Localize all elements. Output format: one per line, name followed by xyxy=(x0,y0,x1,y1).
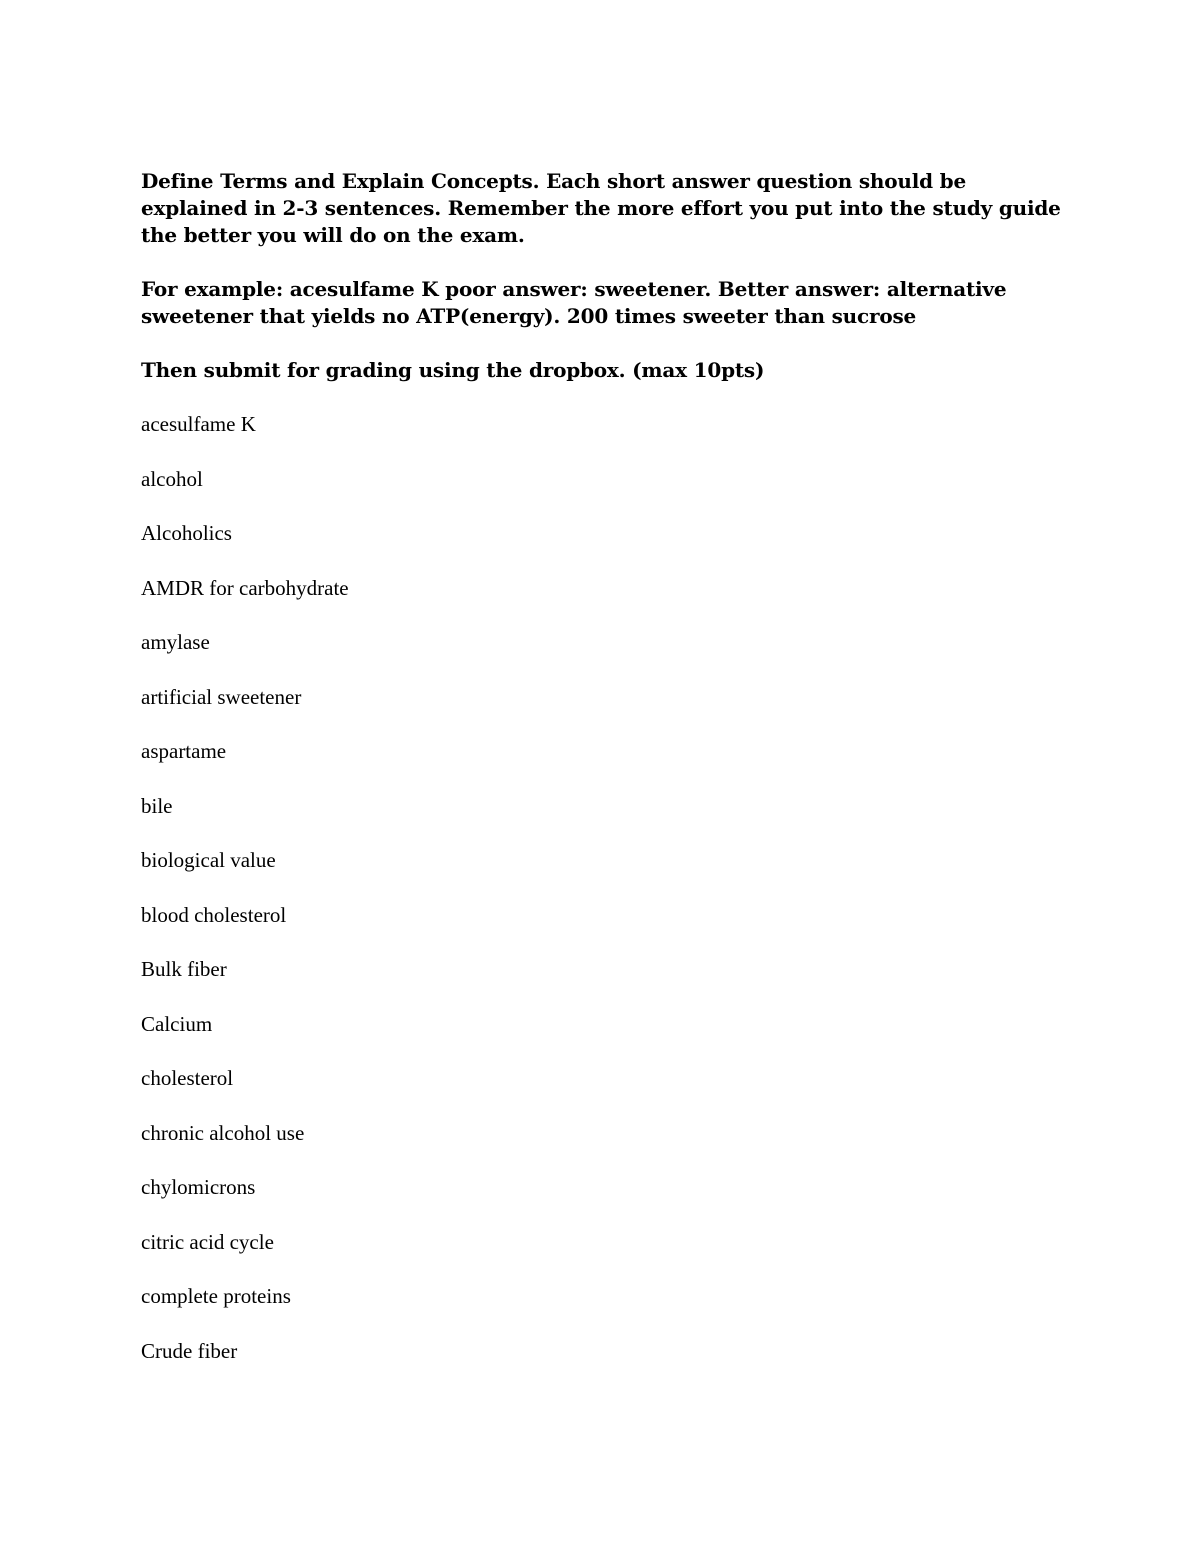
term-item: chronic alcohol use xyxy=(141,1120,305,1145)
term-item: AMDR for carbohydrate xyxy=(141,575,349,600)
term-item: complete proteins xyxy=(141,1284,291,1308)
term-item: biological value xyxy=(141,848,276,872)
term-item: blood cholesterol xyxy=(141,902,287,927)
term-item: citric acid cycle xyxy=(141,1229,274,1254)
term-item: Calcium xyxy=(141,1011,213,1036)
document-body xyxy=(141,168,1061,1392)
term-item: cholesterol xyxy=(141,1066,234,1090)
term-item: Alcoholics xyxy=(141,521,232,545)
term-item: aspartame xyxy=(141,739,227,763)
intro-paragraph: Define Terms and Explain Concepts. Each short answer question should be explained in 2-3 sentences. Remember the more effort you put into the study guide the better you will do on the exam. xyxy=(141,169,1061,247)
term-item: artificial sweetener xyxy=(141,684,302,709)
term-item: Crude fiber xyxy=(141,1338,238,1363)
term-item: chylomicrons xyxy=(141,1175,256,1199)
term-item: amylase xyxy=(141,630,210,654)
example-paragraph: For example: acesulfame K poor answer: sweetener. Better answer: alternative sweetener that yields no ATP(energy). 200 times sweeter than sucrose xyxy=(141,277,1007,328)
submit-paragraph: Then submit for grading using the dropbox. (max 10pts) xyxy=(141,358,765,382)
term-item: alcohol xyxy=(141,466,203,491)
term-item: acesulfame K xyxy=(141,412,256,436)
term-list xyxy=(141,411,1061,1365)
term-item: Bulk fiber xyxy=(141,957,227,981)
term-item: bile xyxy=(141,793,173,818)
